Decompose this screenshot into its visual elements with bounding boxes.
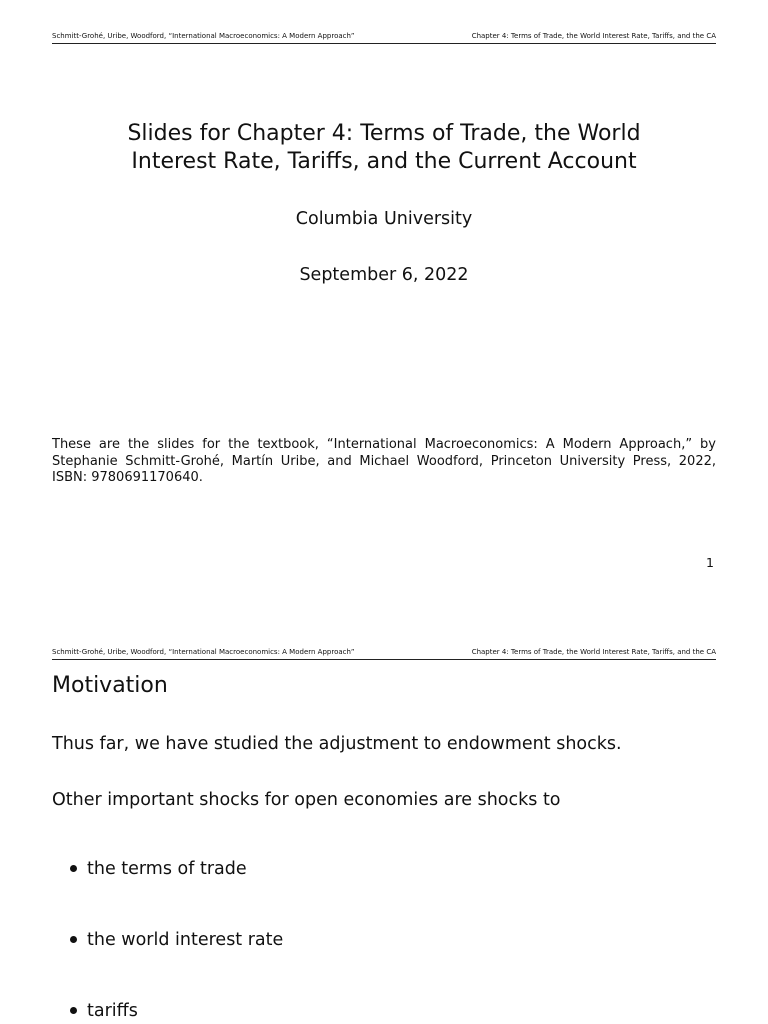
slide-title-line-1: Slides for Chapter 4: Terms of Trade, the World [127,121,641,146]
running-header-left: Schmitt-Grohé, Uribe, Woodford, “International Macroeconomics: A Modern Approach” [52,648,355,656]
date: September 6, 2022 [299,265,469,285]
bullet-text: the terms of trade [87,859,247,879]
running-header [52,31,716,44]
bullet-text: tariffs [87,1001,138,1021]
affiliation: Columbia University [295,209,473,229]
bullet-text: the world interest rate [87,930,284,950]
bullet-item [70,1000,138,1022]
running-header [52,647,716,660]
textbook-note: These are the slides for the textbook, “International Macroeconomics: A Modern Approach,” by Stephanie Schmitt-Grohé, Martín Uribe, and Michael Woodford, Princeton University Press, 2022, ISBN: 9780691170640. [52,437,716,485]
section-heading: Motivation [52,673,168,698]
running-header-right: Chapter 4: Terms of Trade, the World Interest Rate, Tariffs, and the CA [471,32,716,40]
running-header-right: Chapter 4: Terms of Trade, the World Interest Rate, Tariffs, and the CA [471,648,716,656]
running-header-left: Schmitt-Grohé, Uribe, Woodford, “International Macroeconomics: A Modern Approach” [52,32,355,40]
bullet-item [70,858,247,880]
paragraph-1: Thus far, we have studied the adjustment to endowment shocks. [52,734,622,754]
slide-2 [0,616,768,1024]
bullet-item [70,929,283,951]
bullet-icon [70,865,77,872]
page-number: 1 [706,555,714,570]
slide-title [40,120,728,176]
bullet-icon [70,936,77,943]
paragraph-2: Other important shocks for open economies are shocks to [52,790,561,810]
bullet-icon [70,1007,77,1014]
slide-title-line-2: Interest Rate, Tariffs, and the Current Account [131,149,637,174]
